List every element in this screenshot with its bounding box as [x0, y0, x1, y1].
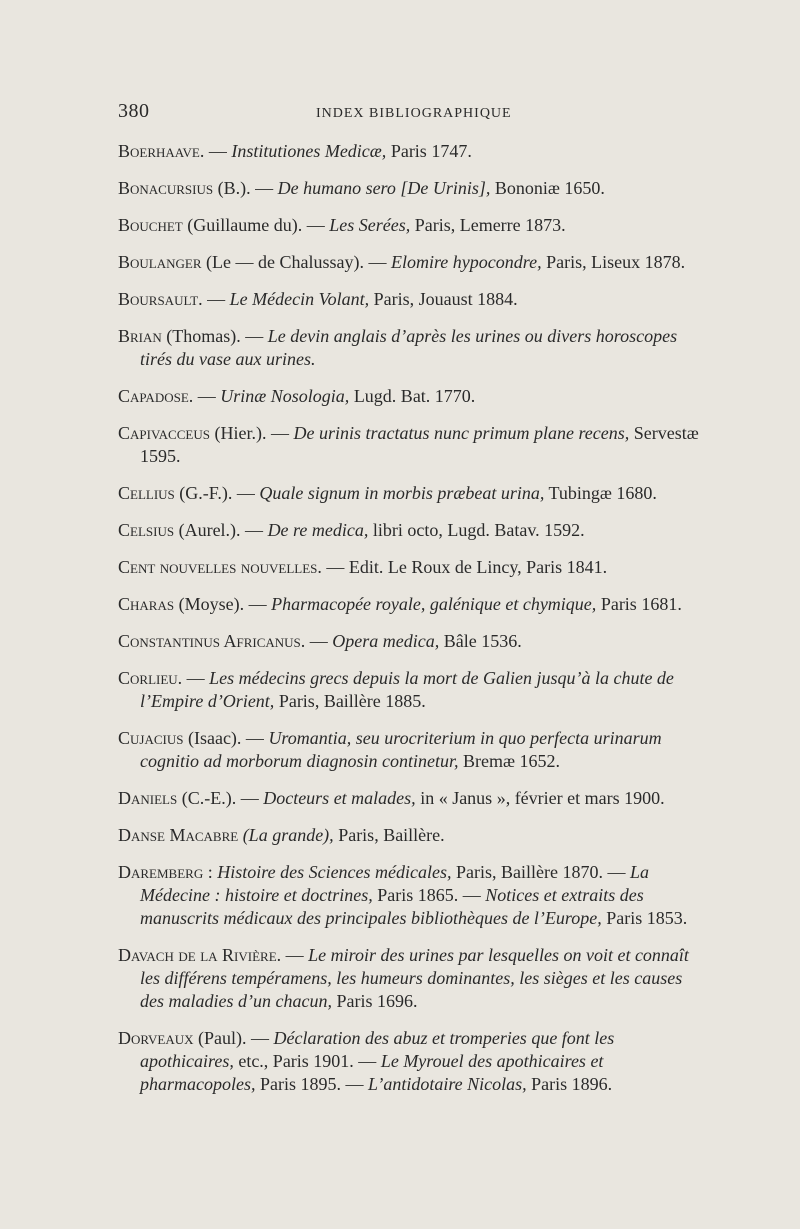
entry-details: (Moyse). — — [174, 594, 272, 614]
bibliography-entry — [118, 556, 700, 579]
entry-details: (Paul). — — [193, 1028, 274, 1048]
entry-title: Elomire hypocondre, — [390, 252, 542, 272]
bibliography-entry — [118, 288, 700, 311]
entry-title: De urinis tractatus nunc primum plane recens, — [293, 423, 630, 443]
entry-title-2: Le Myrouel des apothicaires et pharmacopoles, — [140, 1051, 604, 1094]
bibliography-entry — [118, 630, 700, 653]
entry-title: Pharmacopée royale, galénique et chymique, — [271, 594, 597, 614]
bibliography-entry — [118, 325, 700, 371]
entry-author: Davach de la Rivière. — [118, 945, 282, 965]
bibliography-entry — [118, 1027, 700, 1096]
entry-title: Docteurs et malades, — [263, 788, 416, 808]
entry-author: Danse Macabre — [118, 825, 239, 845]
bibliography-entry — [118, 593, 700, 616]
entry-details: (Isaac). — — [183, 728, 269, 748]
entry-details: (G.-F.). — — [174, 483, 260, 503]
entry-details: (Aurel.). — — [174, 520, 268, 540]
entry-author: Charas — [118, 594, 175, 614]
bibliography-entry — [118, 861, 700, 930]
entry-author: Cujacius — [118, 728, 184, 748]
entry-author: Cent nouvelles nouvelles. — [118, 557, 322, 577]
bibliography-entry — [118, 422, 700, 468]
entry-imprint: Bremæ 1652. — [458, 751, 560, 771]
entry-details: (Hier.). — — [209, 423, 294, 443]
entry-details: (B.). — — [213, 178, 278, 198]
entry-details: (Guillaume du). — — [182, 215, 330, 235]
bibliography-entry — [118, 140, 700, 163]
entry-imprint-3: Paris 1896. — [526, 1074, 613, 1094]
entry-title: Le Médecin Volant, — [229, 289, 370, 309]
entry-author: Capadose. — [118, 386, 194, 406]
entry-title-3: Notices et extraits des manuscrits médicaux des principales bibliothèques de l’Europe, — [140, 885, 644, 928]
entry-author: Capivacceus — [118, 423, 210, 443]
entry-title: (La grande), — [242, 825, 334, 845]
entry-title: Uromantia, seu urocriterium in quo perfecta urinarum cognitio ad morborum diagnosin continetur, — [140, 728, 662, 771]
entry-author: Boerhaave. — [118, 141, 205, 161]
entry-title: Histoire des Sciences médicales, — [217, 862, 452, 882]
bibliography-entry — [118, 177, 700, 200]
bibliography-entry — [118, 385, 700, 408]
entry-title: Le devin anglais d’après les urines ou divers horoscopes tirés du vase aux urines. — [140, 326, 678, 369]
entry-imprint: Lugd. Bat. 1770. — [349, 386, 476, 406]
entry-imprint-2: Paris 1895. — — [255, 1074, 368, 1094]
bibliography-entry — [118, 944, 700, 1013]
entry-title: Les médecins grecs depuis la mort de Galien jusqu’à la chute de l’Empire d’Orient, — [140, 668, 674, 711]
entry-imprint: Servestæ 1595. — [140, 423, 699, 466]
entry-imprint: libri octo, Lugd. Batav. 1592. — [368, 520, 585, 540]
entry-title: Déclaration des abuz et tromperies que font les apothicaires, — [140, 1028, 615, 1071]
entry-imprint: Bononiæ 1650. — [490, 178, 605, 198]
entry-details: — — [305, 631, 333, 651]
bibliography-entry — [118, 824, 700, 847]
bibliography-entry — [118, 251, 700, 274]
bibliography-entry — [118, 482, 700, 505]
entry-imprint: Paris, Baillère 1885. — [274, 691, 426, 711]
entry-imprint: Bâle 1536. — [439, 631, 522, 651]
entry-imprint-2: Paris 1865. — — [372, 885, 486, 905]
entry-title: De humano sero [De Urinis], — [277, 178, 491, 198]
entry-details: (Thomas). — — [161, 326, 268, 346]
entry-imprint: Paris, Liseux 1878. — [541, 252, 686, 272]
entry-author: Boulanger — [118, 252, 202, 272]
entry-imprint: Paris 1696. — [331, 991, 418, 1011]
bibliography-list — [118, 140, 700, 1110]
page-number: 380 — [118, 100, 150, 122]
bibliography-entry — [118, 727, 700, 773]
entry-title-2: La Médecine : histoire et doctrines, — [140, 862, 650, 905]
entry-author: Boursault. — [118, 289, 203, 309]
entry-author: Bouchet — [118, 215, 183, 235]
entry-author: Cellius — [118, 483, 175, 503]
bibliography-entry — [118, 519, 700, 542]
entry-author: Corlieu. — [118, 668, 183, 688]
entry-details: — — [182, 668, 210, 688]
entry-imprint: Paris, Baillère 1870. — — [451, 862, 630, 882]
entry-title: De re medica, — [267, 520, 369, 540]
entry-details: — — [193, 386, 221, 406]
entry-title: Urinæ Nosologia, — [220, 386, 350, 406]
bibliography-entry — [118, 787, 700, 810]
bibliography-entry — [118, 214, 700, 237]
entry-imprint: Paris, Jouaust 1884. — [369, 289, 518, 309]
entry-author: Dorveaux — [118, 1028, 194, 1048]
entry-details: — — [202, 289, 230, 309]
running-title: INDEX BIBLIOGRAPHIQUE — [316, 106, 512, 121]
entry-imprint: Paris 1681. — [596, 594, 682, 614]
entry-details: — Edit. Le Roux de Lincy, Paris 1841. — [321, 557, 608, 577]
entry-details: — — [281, 945, 309, 965]
entry-details: — — [204, 141, 232, 161]
entry-imprint: etc., Paris 1901. — — [233, 1051, 381, 1071]
entry-details: (C.-E.). — — [177, 788, 264, 808]
entry-imprint: Paris, Lemerre 1873. — [410, 215, 566, 235]
bibliography-entry — [118, 667, 700, 713]
entry-details: (Le — de Chalussay). — — [201, 252, 391, 272]
entry-details: : — [203, 862, 218, 882]
entry-title: Le miroir des urines par lesquelles on voit et connaît les différens tempéramens, les humeurs dominantes, les sièges et les causes des maladies d’un chacun, — [140, 945, 689, 1011]
entry-title: Institutiones Medicæ, — [231, 141, 387, 161]
entry-title: Les Serées, — [329, 215, 411, 235]
entry-imprint: in « Janus », février et mars 1900. — [415, 788, 665, 808]
entry-title-3: L’antidotaire Nicolas, — [368, 1074, 527, 1094]
entry-imprint-3: Paris 1853. — [601, 908, 688, 928]
entry-author: Constantinus Africanus. — [118, 631, 306, 651]
entry-author: Celsius — [118, 520, 175, 540]
entry-title: Quale signum in morbis præbeat urina, — [259, 483, 545, 503]
entry-imprint: Paris, Baillère. — [333, 825, 445, 845]
entry-author: Bonacursius — [118, 178, 214, 198]
entry-author: Brian — [118, 326, 162, 346]
entry-title: Opera medica, — [332, 631, 440, 651]
entry-imprint: Tubingæ 1680. — [544, 483, 657, 503]
entry-author: Daremberg — [118, 862, 204, 882]
entry-author: Daniels — [118, 788, 178, 808]
entry-imprint: Paris 1747. — [386, 141, 472, 161]
